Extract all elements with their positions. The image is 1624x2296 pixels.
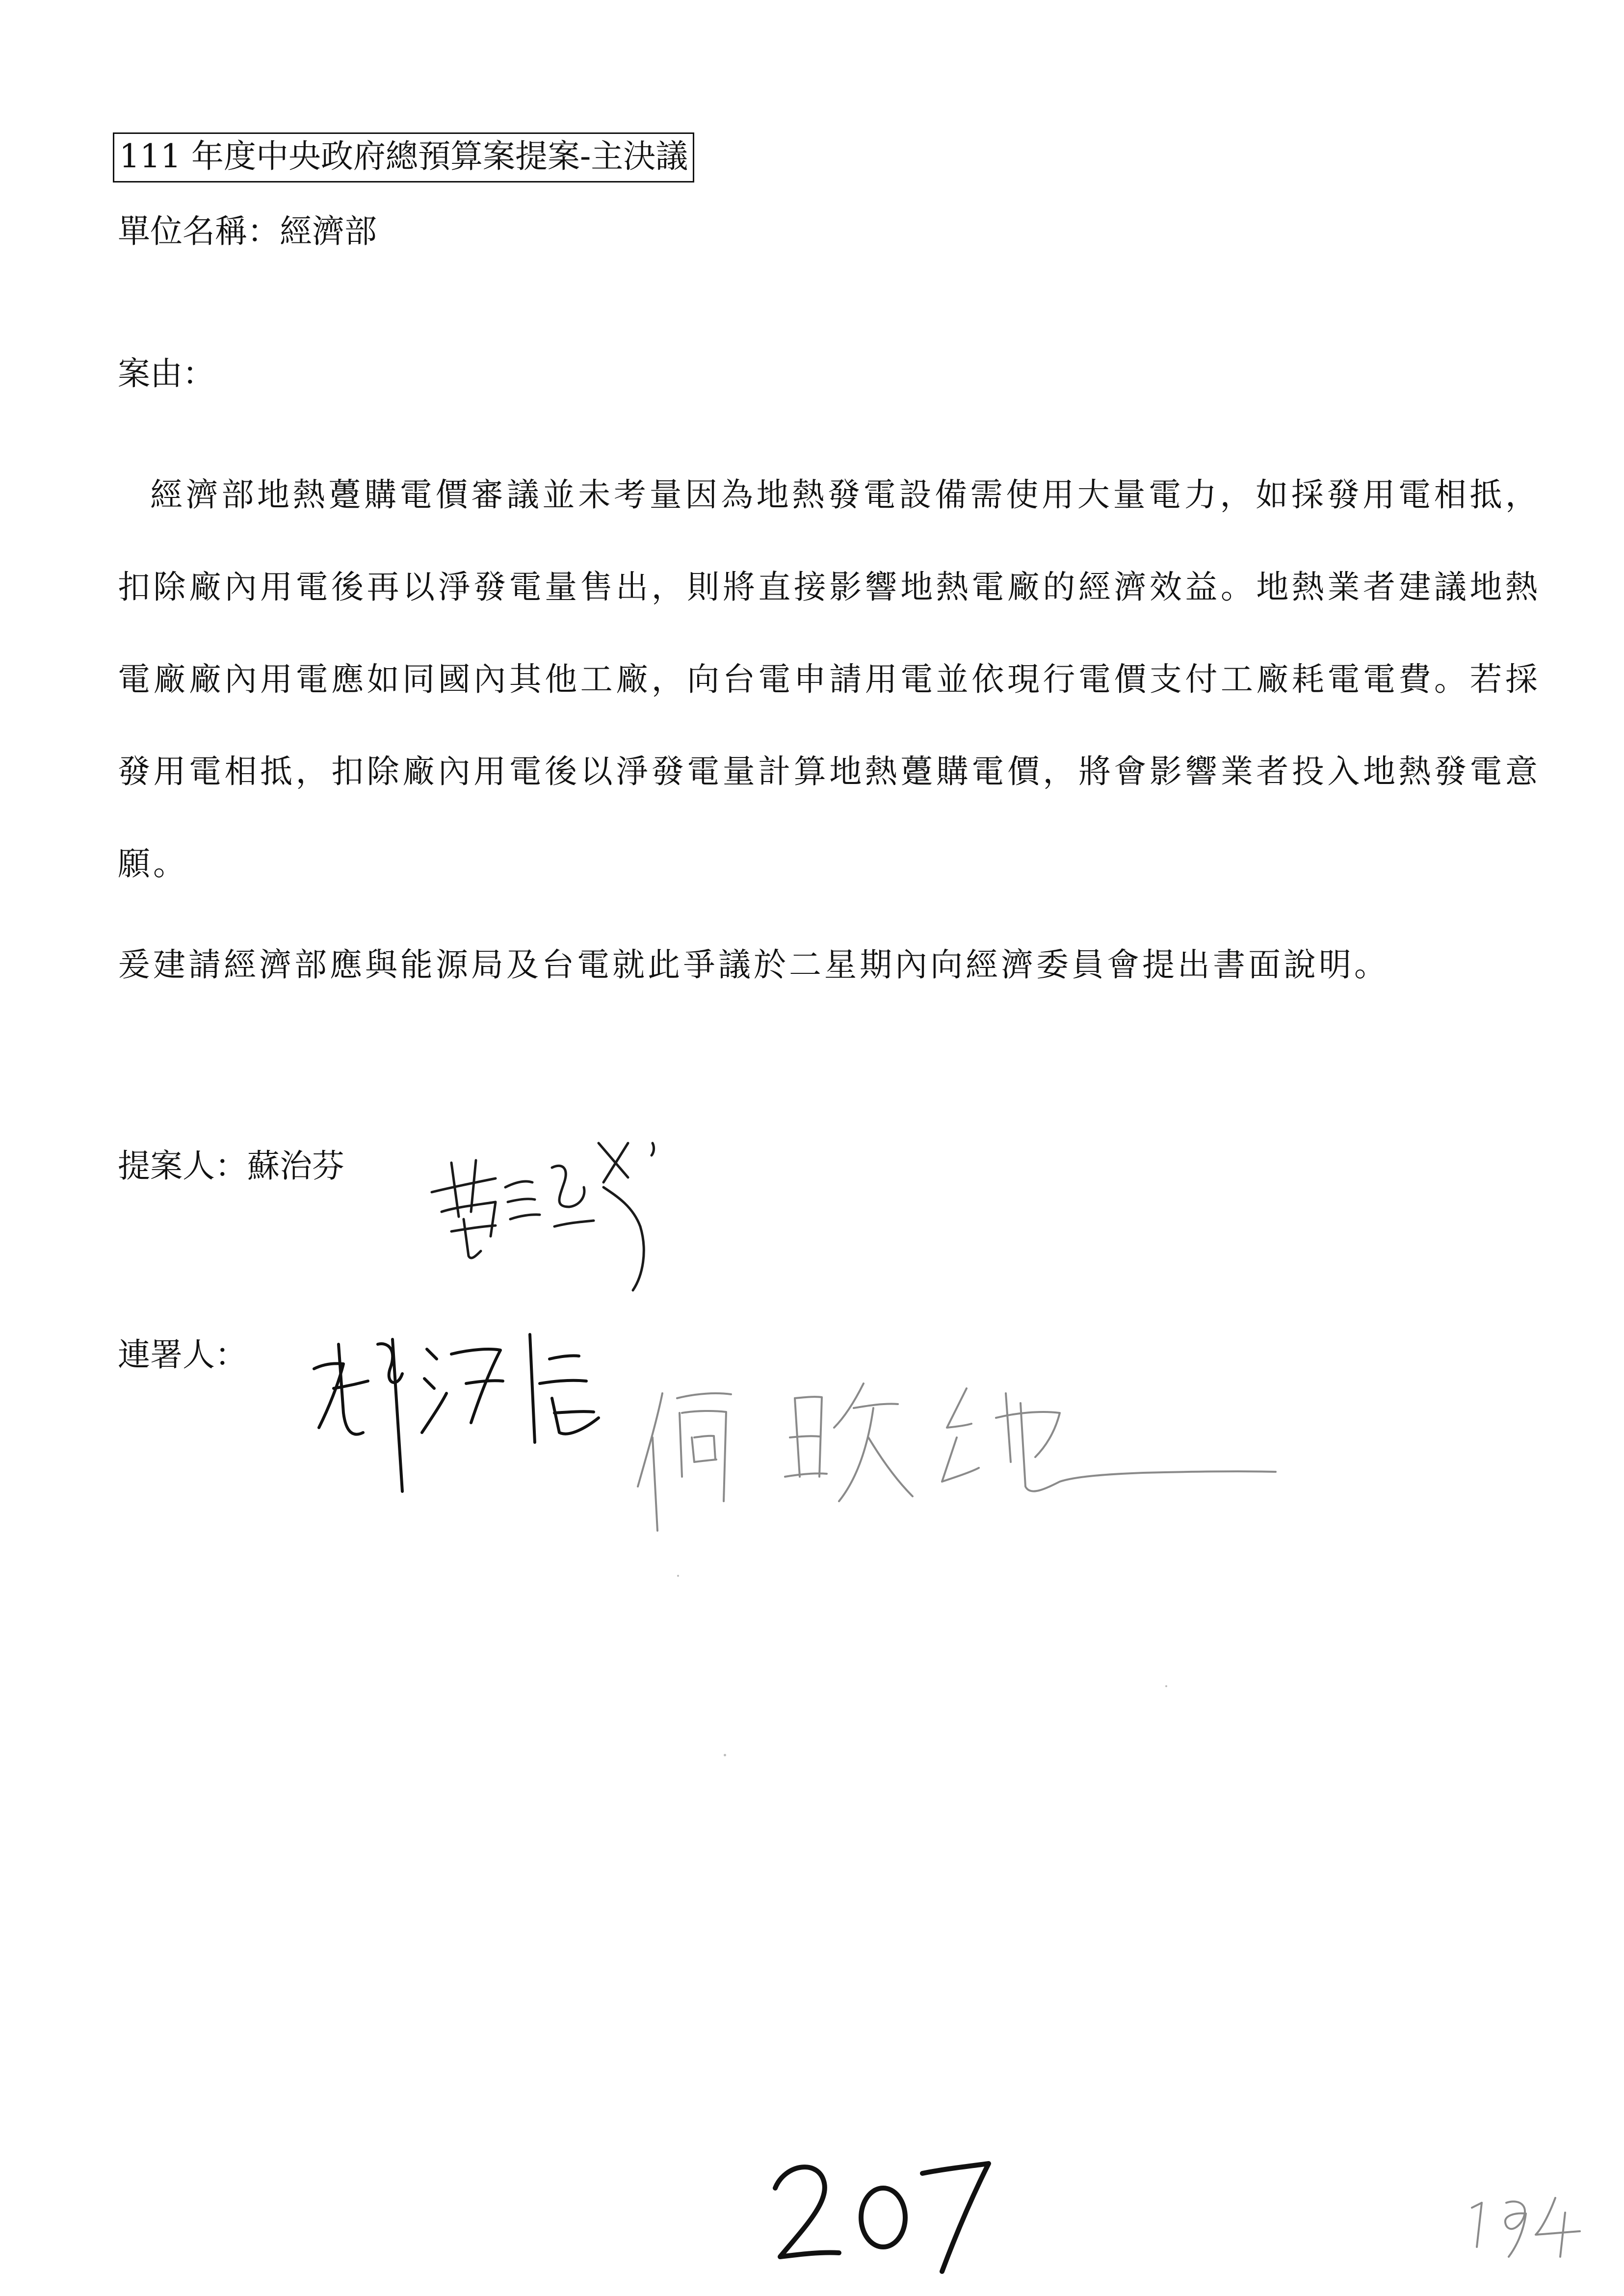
scan-speck — [724, 1754, 726, 1756]
reason-label: 案由： — [118, 355, 215, 392]
scan-speck — [1165, 1685, 1167, 1687]
reason-body: 經濟部地熱躉購電價審議並未考量因為地熱發電設備需使用大量電力，如採發用電相抵，扣除廠內用電後再以淨發電量售出，則將直接影響地熱電廠的經濟效益。地熱業者建議地熱電廠廠內用電應如同國內其他工廠，向台電申請用電並依現行電價支付工廠耗電電費。若採發用電相抵，扣除廠內用電後以淨發電量計算地熱躉購電價，將會影響業者投入地熱發電意願。 — [118, 476, 1541, 883]
cosigner-2-signature — [633, 1364, 1285, 1550]
page-number-main — [765, 2137, 996, 2276]
request-line: 爰建請經濟部應與能源局及台電就此爭議於二星期內向經濟委員會提出書面說明。 — [118, 946, 1389, 984]
page-number-main-text: 207 — [765, 2137, 781, 2146]
page-number-secondary-text: 194 — [1467, 2176, 1482, 2185]
document-title: 111 年度中央政府總預算案提案-主決議 — [113, 132, 694, 183]
page-number-secondary — [1467, 2176, 1585, 2262]
scan-speck — [677, 1575, 679, 1577]
unit-name-line: 單位名稱：經濟部 — [118, 212, 377, 250]
proposer-line: 提案人：蘇治芬 — [118, 1147, 344, 1185]
cosigner-label: 連署人： — [118, 1336, 247, 1374]
proposer-signature — [422, 1114, 677, 1310]
cosigner-1-signature — [304, 1315, 628, 1521]
